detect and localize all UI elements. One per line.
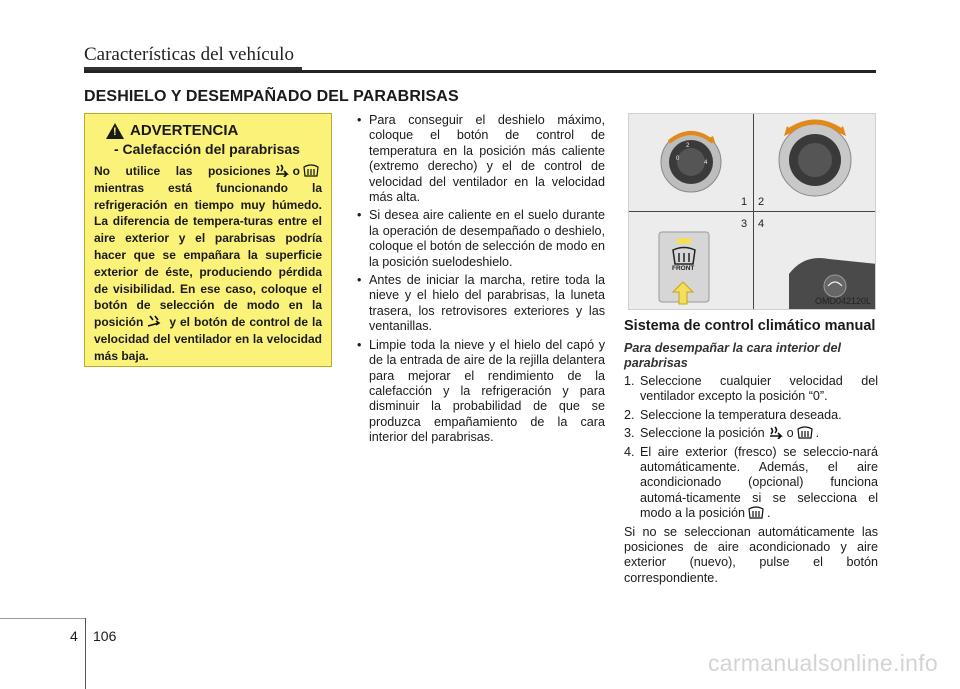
climate-control-subtitle: Para desempañar la cara interior del parabrisas xyxy=(624,341,841,370)
header-rule xyxy=(84,70,876,73)
step-text: o xyxy=(786,426,794,441)
floor-defrost-mode-icon xyxy=(146,315,162,328)
warning-text-1: No utilice las posiciones xyxy=(94,164,271,178)
climate-control-title: Sistema de control climático manual xyxy=(624,318,876,334)
step-text: . xyxy=(767,506,771,521)
step-number: 3. xyxy=(624,426,635,441)
defrost-windshield-icon xyxy=(303,164,319,177)
figure-label-4: 4 xyxy=(758,218,765,230)
step-text: Seleccione cualquier velocidad del ventilador excepto la posición “0”. xyxy=(640,374,878,404)
footer-rule xyxy=(0,618,86,619)
steps-list xyxy=(624,374,878,522)
warning-text-3: mientras está funcionando la refrigeración en tiempo muy húmedo. La diferencia de tempera-turas entre el aire exterior y el parabrisas podría hacer que se empañara la superficie exterior de éste, produciendo pérdida de visibilidad. En ese caso, coloque el botón de selección de modo en la posición xyxy=(94,180,322,330)
defrost-floor-mode-icon xyxy=(274,164,290,177)
figure-divider-horizontal xyxy=(629,211,876,212)
warning-subtitle: - Calefacción del parabrisas xyxy=(114,141,300,157)
warning-box xyxy=(84,113,332,367)
step-text: . xyxy=(815,426,820,441)
warning-triangle-icon xyxy=(106,123,124,139)
bullet-list xyxy=(353,113,605,446)
list-item: • Limpie toda la nieve y el hielo del capó y de la entrada de aire de la rejilla delantera para mejorar el rendimiento de la calefacción y la refrigeración y para disminuir la probabilidad de que se produzca empañamiento de la cara interior del parabrisas. xyxy=(353,338,605,446)
step-number: 1. xyxy=(624,374,635,388)
figure-label-1: 1 xyxy=(741,196,748,208)
warning-title: ADVERTENCIA xyxy=(130,122,239,139)
figure-label-2: 2 xyxy=(758,196,765,208)
step-text: El aire exterior (fresco) se seleccio-nará automáticamente. Además, el aire acondicionado (opcional) funciona automá-ticamente si se selecciona el modo a la posición xyxy=(640,444,878,521)
defrost-windshield-icon xyxy=(748,506,764,519)
section-title: DESHIELO Y DESEMPAÑADO DEL PARABRISAS xyxy=(84,88,459,105)
list-item: • Para conseguir el deshielo máximo, coloque el botón de control de temperatura en la posición más caliente (extremo derecho) y el de control de velocidad del ventilador en la velocidad más alta. xyxy=(353,113,605,205)
temperature-knob-graphic xyxy=(661,132,721,192)
list-item xyxy=(624,374,878,405)
figure-label-3: 3 xyxy=(741,218,748,230)
warning-text-2: o xyxy=(292,164,300,178)
warning-text-4: y el botón de control de la velocidad del ventilador en la velocidad más baja. xyxy=(94,315,322,363)
front-label: FRONT xyxy=(672,265,695,272)
list-item: • Si desea aire caliente en el suelo durante la operación de desempañado o deshielo, coloque el botón de selección de modo en la posición suelodeshielo. xyxy=(353,208,605,270)
figure-code: OMD042120L xyxy=(814,296,871,306)
list-item xyxy=(624,408,878,423)
step-number: 4. xyxy=(624,444,635,459)
list-item xyxy=(624,426,878,441)
watermark: carmanualsonline.info xyxy=(707,650,938,676)
svg-text:2: 2 xyxy=(686,143,690,149)
chapter-title: Características del vehículo xyxy=(84,44,294,65)
defrost-windshield-icon xyxy=(797,426,813,439)
svg-text:4: 4 xyxy=(704,160,708,166)
warning-text xyxy=(94,163,322,365)
step-number: 2. xyxy=(624,407,635,422)
figure-divider-vertical xyxy=(753,114,754,310)
defrost-floor-mode-icon xyxy=(768,426,784,439)
fan-speed-knob-graphic xyxy=(779,122,851,196)
footer-divider xyxy=(85,618,86,689)
climate-control-figure xyxy=(628,113,876,310)
chapter-number: 4 xyxy=(70,628,78,644)
page-number: 106 xyxy=(93,628,117,644)
list-item: • Antes de iniciar la marcha, retire toda la nieve y el hielo del parabrisas, la luneta trasera, los retrovisores exteriores y las ventanillas. xyxy=(353,273,605,335)
defrost-instructions xyxy=(353,113,605,449)
climate-control-note: Si no se seleccionan automáticamente las posiciones de aire acondicionado y aire exterior (nuevo), pulse el botón correspondiente. xyxy=(624,524,878,585)
warning-header xyxy=(106,122,322,139)
svg-text:0: 0 xyxy=(676,156,680,162)
list-item xyxy=(624,445,878,522)
step-text: Seleccione la posición xyxy=(640,426,765,441)
step-text: Seleccione la temperatura deseada. xyxy=(640,407,842,422)
climate-control-section xyxy=(624,318,878,586)
